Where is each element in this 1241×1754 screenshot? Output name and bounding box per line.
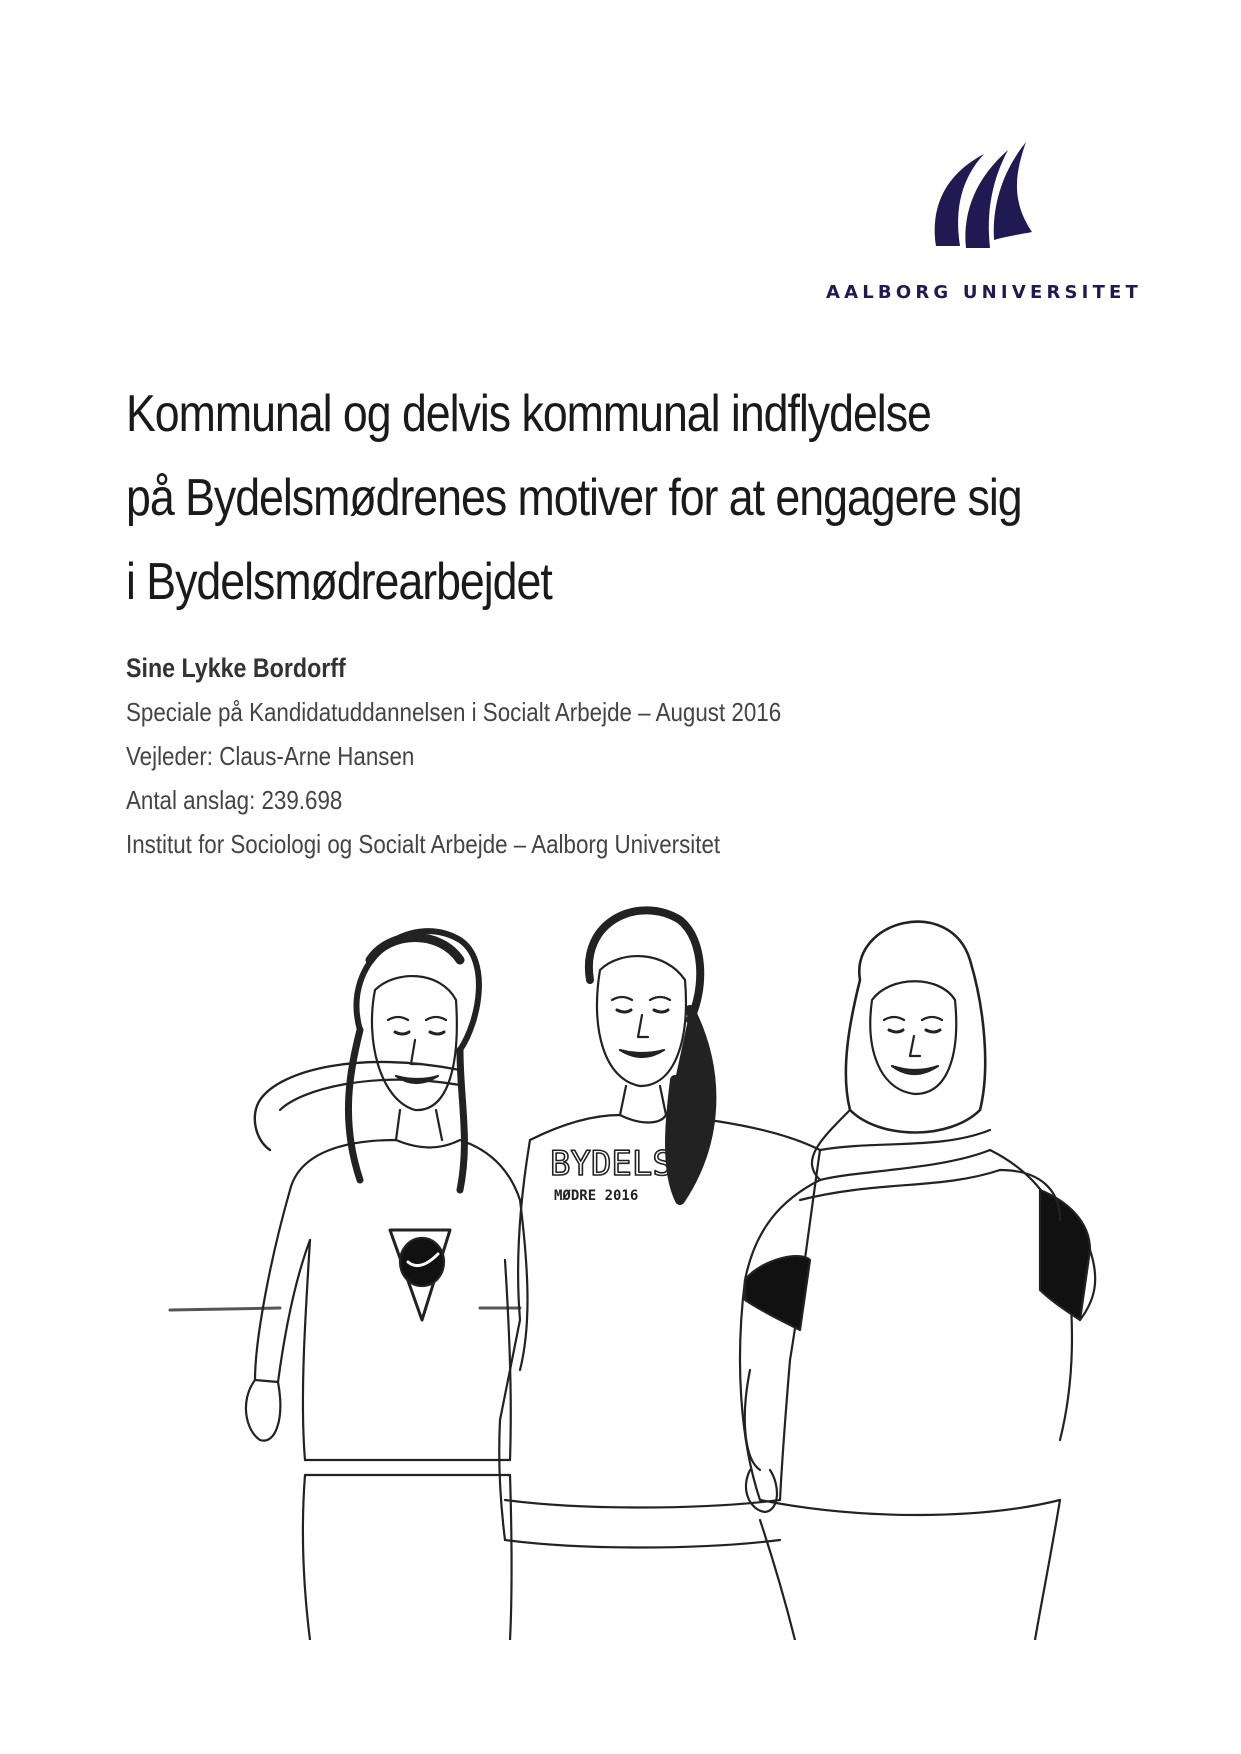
character-count: Antal anslag: 239.698 xyxy=(126,785,343,815)
institute: Institut for Sociologi og Socialt Arbejde – Aalborg Universitet xyxy=(126,829,721,859)
woman-left xyxy=(246,931,528,1640)
three-women-drawing xyxy=(160,900,1220,1640)
thesis-description: Speciale på Kandidatuddannelsen i Socialt Arbejde – August 2016 xyxy=(126,697,782,727)
university-name: AALBORG UNIVERSITET xyxy=(826,282,1143,303)
thesis-title xyxy=(126,372,1022,624)
title-line-2: på Bydelsmødrenes motiver for at engagere sig xyxy=(126,469,1022,527)
supervisor: Vejleder: Claus-Arne Hansen xyxy=(126,741,415,771)
title-line-1: Kommunal og delvis kommunal indflydelse xyxy=(126,385,931,443)
shirt-text-bydels: BYDELS xyxy=(550,1144,673,1184)
university-logo xyxy=(826,122,1146,312)
shirt-text-modre: MØDRE 2016 xyxy=(554,1188,639,1204)
woman-middle xyxy=(255,910,1000,1547)
woman-right xyxy=(740,922,1095,1640)
thesis-meta xyxy=(126,646,900,866)
aau-wave-logo-icon xyxy=(926,136,1036,254)
title-line-3: i Bydelsmødrearbejdet xyxy=(126,553,552,611)
author-name: Sine Lykke Bordorff xyxy=(126,653,346,683)
